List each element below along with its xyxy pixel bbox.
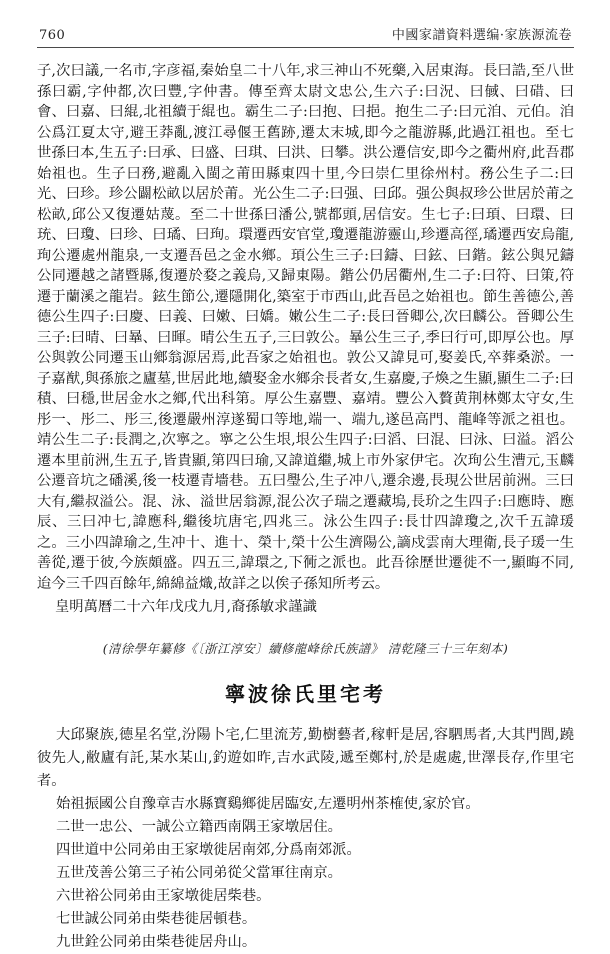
running-head — [37, 24, 574, 47]
lineage-entry: 五世茂善公第三子祐公同弟從父當軍往南京。 — [56, 864, 342, 881]
colophon-signature: 皇明萬曆二十六年戊戌九月,裔孫敏求謹識 — [55, 599, 317, 615]
lineage-entry: 九世銓公同弟由柴巷徙居舟山。 — [56, 933, 257, 950]
section-intro-paragraph: 大邱聚族,德星名堂,汾陽卜宅,仁里流芳,勤樹藝者,稼軒是居,容駟馬者,大其門閭,蹺彼先人,敝廬有託,某水某山,釣遊如昨,吉水武陵,遞至鄭村,於是處處,世澤長存,作里宅者。 — [37, 726, 574, 789]
page-number: 760 — [39, 28, 66, 43]
genealogy-paragraph: 子,次曰議,一名市,字彦福,秦始皇二十八年,求三神山不死藥,入居東海。長曰誥,至八世孫曰霸,字仲都,次曰豐,字仲書。傳至齊太尉文忠公,生六子:曰況、曰戫、曰碏、曰會、曰嘉、曰緄,北祖續于緄也。霸生二子:曰抱、曰挹。抱生二子:曰元洎、元伯。洎公爲江夏太守,避王莽亂,渡江尋偃王舊跡,遷太末城,即今之龍游縣,此過江祖也。至七世孫曰本,生五子:曰承、曰盛、曰琪、曰洪、曰攀。洪公遷信安,即今之衢州府,此吾郡始祖也。生子曰務,避亂入閩之莆田縣東四十里,今曰崇仁里徐州村。務公生子二:曰光、曰珍。珍公闢松畝以居於莆。光公生二子:曰强、曰邱。强公與叔珍公世居於莆之松畝,邱公又復遷姑蔑。至二十世孫曰潘公,號都頭,居信安。生七子:曰頊、曰環、曰珫、曰瓊、曰珍、曰璚、曰珣。環遷西安官堂,瓊遷龍游靈山,珍遷高徑,璚遷西安烏龍,珣公遷處州龍泉,一支遷吾邑之金水鄉。頊公生三子:曰鑄、曰鉉、曰鍇。鉉公與兄鑄公同遷越之諸暨縣,復遷於婺之義烏,又歸東陽。鍇公仍居衢州,生二子:曰符、曰策,符遷于蘭溪之龍岩。鉉生節公,遷隱開化,築室于市西山,此吾邑之始祖也。節生善德公,善德公生四子:曰慶、曰義、曰嫩、曰嬌。嫩公生二子:長曰晉卿公,次曰麟公。晉卿公生三子:曰晴、曰曅、曰暉。晴公生五子,三曰敦公。曅公生三子,季曰行可,即厚公也。厚公與敦公同遷玉山鄉翁源居焉,此吾家之始祖也。敦公又諱見可,娶姜氏,卒葬桑淤。一子嘉猷,與孫旅之廬墓,世居此地,續娶金水鄉余長者女,生嘉慶,子煥之生顯,顯生二子:曰積、曰穩,世居金水之鄉,代出科第。厚公生嘉豐、嘉靖。豐公入贅黄荆林鄭太守女,生彤一、彤二、彤三,後遷嚴州淳遂蜀口等地,端一、端九,遂邑高門、龍峰等派之祖也。靖公生二子:長潤之,次寧之。寧之公生垠,垠公生四子:曰滔、曰混、曰泳、曰溢。滔公遷本里前洲,生五子,皆貴顯,第四曰瑜,又諱道繼,城上市外家伊宅。次珣公生漕元,玉麟公遷音坑之磻溪,後一枝遷青墻巷。五曰璺公,生子冲八,遷余邊,長現公世居前洲。三曰大有,繼叔溢公。混、泳、溢世居翁源,混公次子瑞之遷藏塢,長玠之生四子:曰應時、應辰、三曰冲七,諱應科,繼後坑唐宅,四兆三。泳公生四子:長廿四諱瓊之,次千五諱瑗之。三小四諱瑜之,生冲十、進十、榮十,榮十公生濟陽公,謫戍雲南大理衛,長子瑗一生善從,遷于彼,今族頗盛。四五三,諱環之,下衕之派也。此吾徐歷世遷徙不一,顯晦不同,迨今三千四百餘年,綿綿益熾,故詳之以俟子孫知所考云。 — [37, 63, 574, 592]
lineage-entry: 七世誠公同弟由柴巷徙居頓巷。 — [56, 910, 257, 927]
source-citation: (清徐學年纂修《〔浙江淳安〕續修龍峰徐氏族譜》 清乾隆三十三年刻本) — [102, 641, 509, 656]
lineage-entry: 六世裕公同弟由王家墩徙居柴巷。 — [56, 887, 271, 904]
lineage-entry: 二世一忠公、一誠公立籍西南隅王家墩居住。 — [56, 818, 342, 835]
lineage-entry: 四世道中公同弟由王家墩徙居南郊,分爲南郊派。 — [56, 841, 361, 858]
header-rule — [37, 47, 574, 48]
lineage-entry: 始祖振國公自豫章吉水縣寶鷄鄉徙居臨安,左遷明州茶榷使,家於官。 — [56, 795, 480, 812]
section-title: 寧波徐氏里宅考 — [225, 681, 386, 706]
book-title: 中國家譜資料選编·家族源流卷 — [391, 28, 572, 43]
